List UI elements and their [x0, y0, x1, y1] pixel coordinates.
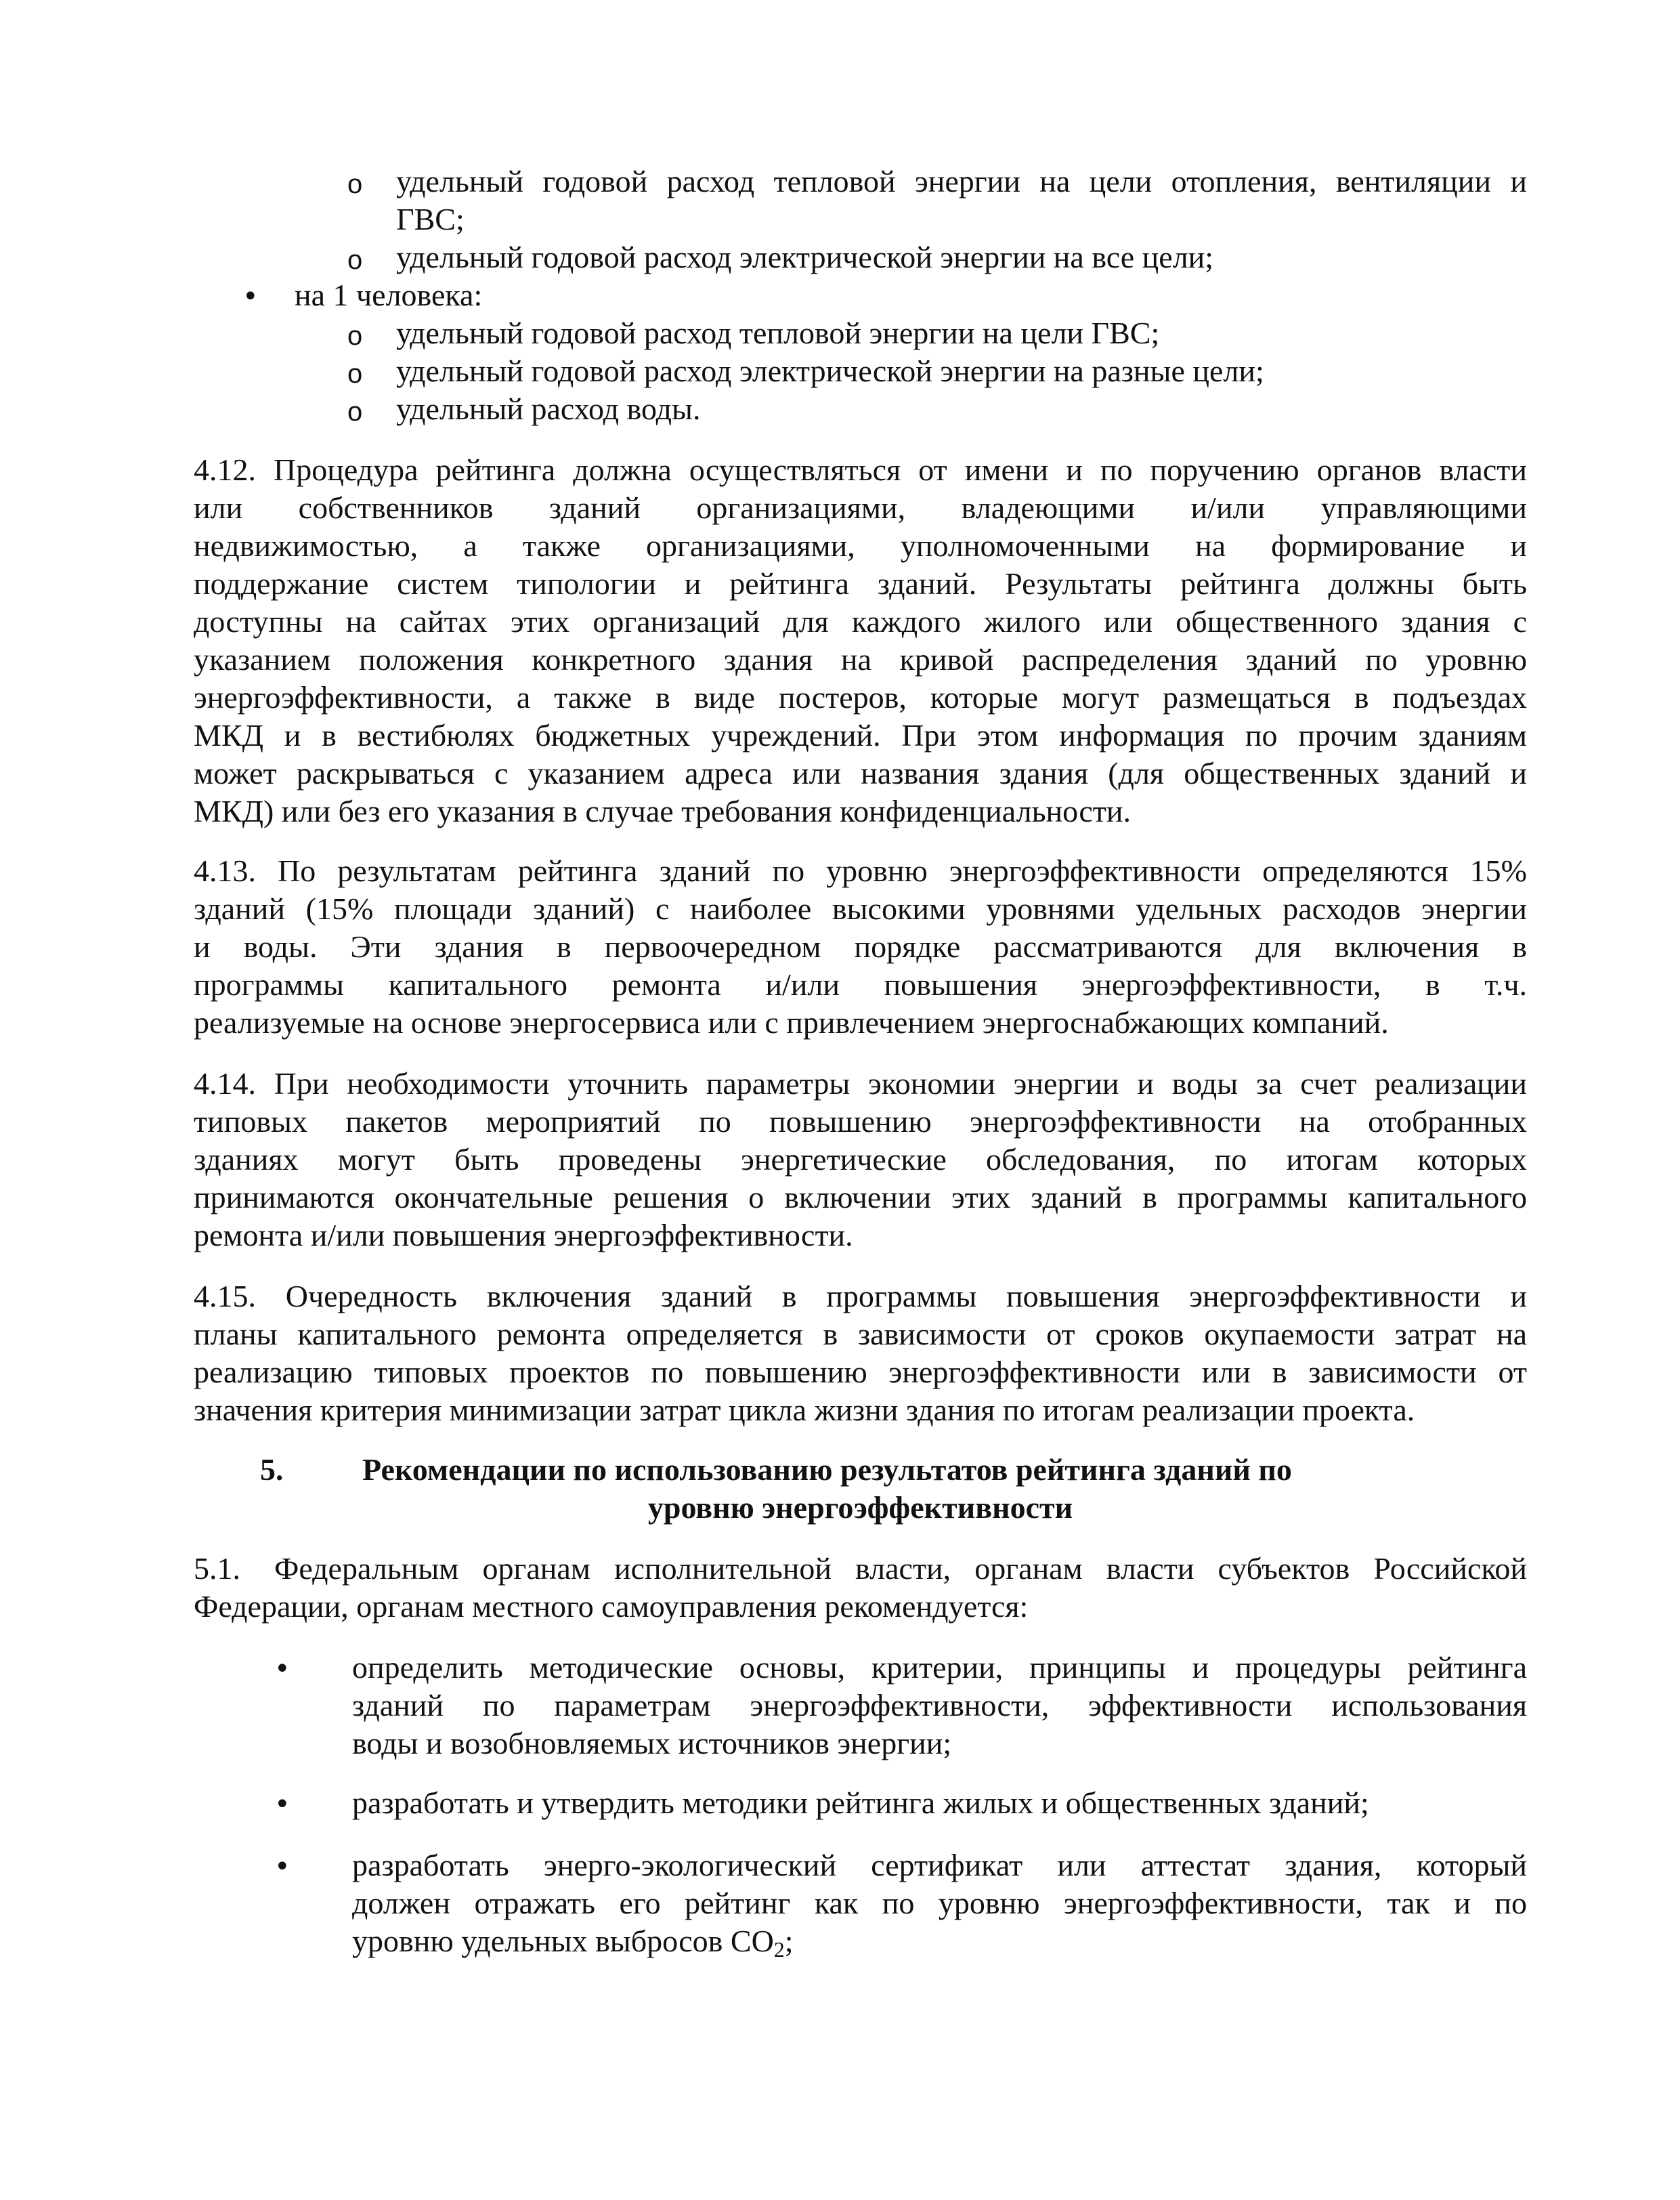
bullet-marker: •	[242, 281, 259, 312]
paragraph-line: принимаются окончательные решения о включении этих зданий в программы капитального	[194, 1180, 1527, 1214]
bullet-marker: •	[274, 1851, 290, 1882]
sub-bullet-marker: o	[347, 397, 363, 427]
paragraph-line: поддержание систем типологии и рейтинга зданий. Результаты рейтинга должны быть	[194, 566, 1527, 601]
paragraph-line: энергоэффективности, а также в виде постеров, которые могут размещаться в подъездах	[194, 680, 1527, 715]
paragraph-line: недвижимостью, а также организациями, уполномоченными на формирование и	[194, 528, 1527, 563]
bullet-marker: •	[274, 1789, 290, 1820]
list-item-line: удельный расход воды.	[396, 392, 701, 426]
paragraph-line: Федеральным органам исполнительной власти, органам власти субъектов Российской	[274, 1551, 1527, 1586]
list-item-line	[352, 1922, 794, 1960]
sub-bullet-marker: o	[347, 245, 363, 275]
co2-text: уровню удельных выбросов CO	[352, 1924, 774, 1958]
paragraph-line: 4.12. Процедура рейтинга должна осуществляться от имени и по поручению органов власти	[194, 452, 1527, 487]
list-item-line: удельный годовой расход электрической энергии на разные цели;	[396, 354, 1264, 388]
paragraph-line: типовых пакетов мероприятий по повышению энергоэффективности на отобранных	[194, 1104, 1527, 1139]
paragraph-line: реализацию типовых проектов по повышению энергоэффективности или в зависимости от	[194, 1355, 1527, 1389]
paragraph-line: и воды. Эти здания в первоочередном порядке рассматриваются для включения в	[194, 929, 1527, 964]
list-item-line: разработать энерго-экологический сертификат или аттестат здания, который	[352, 1848, 1527, 1882]
sub-bullet-marker: o	[347, 321, 363, 351]
paragraph-line: 4.15. Очередность включения зданий в программы повышения энергоэффективности и	[194, 1279, 1527, 1313]
section-title: Рекомендации по использованию результатов рейтинга зданий по	[362, 1452, 1292, 1487]
list-item-line: должен отражать его рейтинг как по уровню энергоэффективности, так и по	[352, 1886, 1527, 1920]
paragraph-line: МКД) или без его указания в случае требования конфиденциальности.	[194, 794, 1131, 828]
list-item-line: удельный годовой расход тепловой энергии на цели ГВС;	[396, 316, 1160, 350]
list-item-line: удельный годовой расход тепловой энергии на цели отопления, вентиляции и	[396, 164, 1527, 198]
list-item-line: разработать и утвердить методики рейтинга жилых и общественных зданий;	[352, 1785, 1369, 1820]
paragraph-line: или собственников зданий организациями, владеющими и/или управляющими	[194, 490, 1527, 525]
paragraph-line: МКД и в вестибюлях бюджетных учреждений. При этом информация по прочим зданиям	[194, 718, 1527, 753]
paragraph-line: Федерации, органам местного самоуправления рекомендуется:	[194, 1589, 1029, 1624]
bullet-marker: •	[274, 1653, 290, 1685]
section-title-continued: уровню энергоэффективности	[647, 1490, 1073, 1525]
list-item-line: зданий по параметрам энергоэффективности, эффективности использования	[352, 1688, 1527, 1722]
paragraph-line: 4.14. При необходимости уточнить параметры экономии энергии и воды за счет реализации	[194, 1066, 1527, 1101]
paragraph-line: зданий (15% площади зданий) с наиболее высокими уровнями удельных расходов энергии	[194, 891, 1527, 926]
section-number: 5.	[260, 1452, 284, 1487]
paragraph-line: программы капитального ремонта и/или повышения энергоэффективности, в т.ч.	[194, 967, 1527, 1002]
paragraph-line: значения критерия минимизации затрат цикла жизни здания по итогам реализации проекта.	[194, 1393, 1415, 1427]
list-item-label: на 1 человека:	[295, 278, 483, 312]
list-item-line: воды и возобновляемых источников энергии;	[352, 1726, 952, 1760]
paragraph-line: ремонта и/или повышения энергоэффективности.	[194, 1218, 853, 1252]
paragraph-line: может раскрываться с указанием адреса или названия здания (для общественных зданий и	[194, 756, 1527, 790]
sub-bullet-marker: o	[347, 169, 363, 199]
paragraph-line: реализуемые на основе энергосервиса или с привлечением энергоснабжающих компаний.	[194, 1005, 1389, 1040]
sub-bullet-marker: o	[347, 359, 363, 389]
co2-subscript: 2	[773, 1937, 785, 1962]
list-item-line: определить методические основы, критерии, принципы и процедуры рейтинга	[352, 1650, 1527, 1685]
co2-suffix: ;	[784, 1924, 794, 1958]
list-item-line: удельный годовой расход электрической энергии на все цели;	[396, 240, 1214, 274]
paragraph-line: планы капитального ремонта определяется в зависимости от сроков окупаемости затрат на	[194, 1317, 1527, 1351]
paragraph-line: зданиях могут быть проведены энергетические обследования, по итогам которых	[194, 1142, 1527, 1177]
paragraph-number: 5.1.	[194, 1551, 240, 1586]
list-item-line: ГВС;	[396, 202, 465, 236]
paragraph-line: 4.13. По результатам рейтинга зданий по уровню энергоэффективности определяются 15%	[194, 853, 1527, 888]
paragraph-line: доступны на сайтах этих организаций для каждого жилого или общественного здания с	[194, 604, 1527, 639]
paragraph-line: указанием положения конкретного здания на кривой распределения зданий по уровню	[194, 642, 1527, 677]
